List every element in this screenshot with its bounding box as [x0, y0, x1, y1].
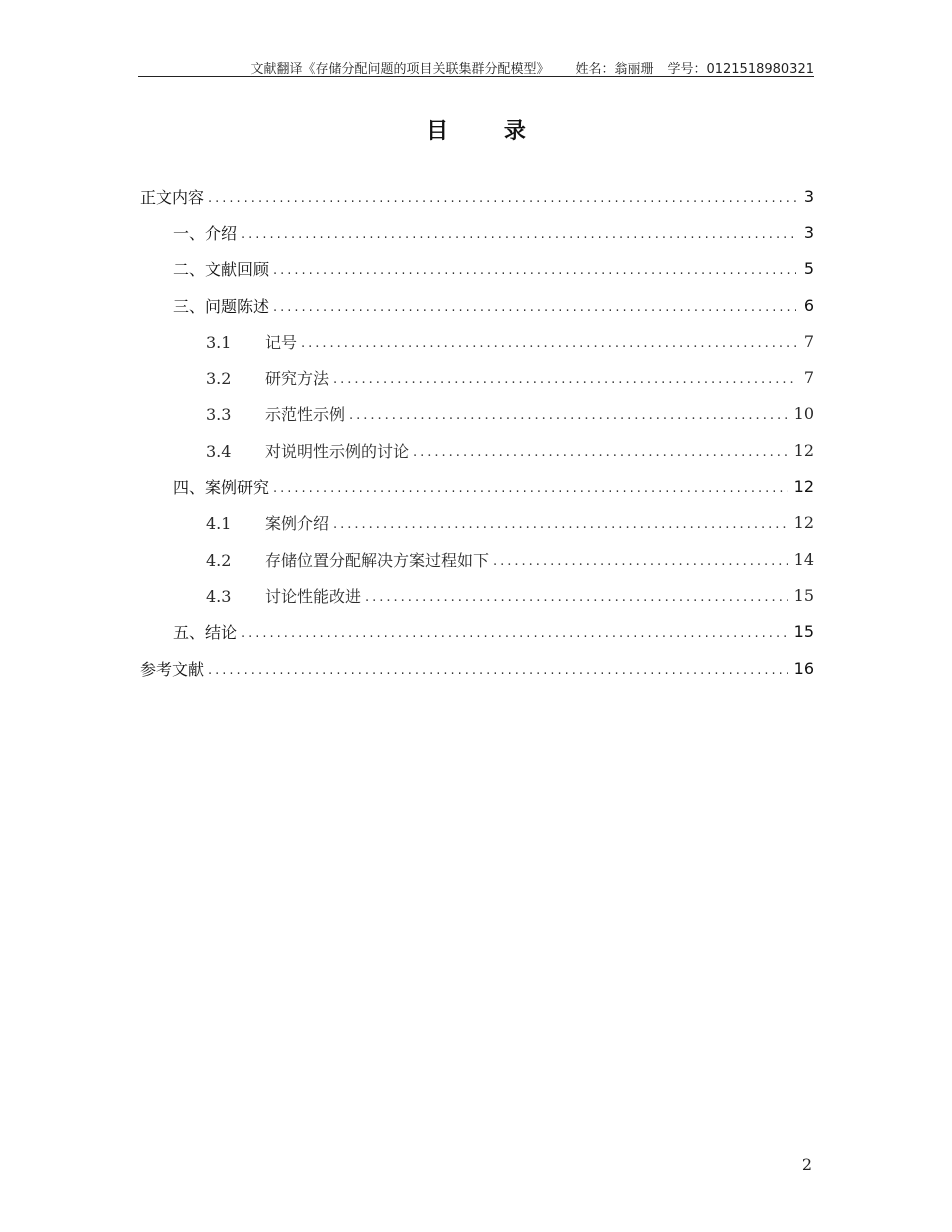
- toc-entry-number: 3.1: [206, 332, 232, 352]
- dot-leader: [273, 300, 796, 315]
- toc-entry[interactable]: [140, 468, 814, 504]
- toc-entry-label: [173, 294, 269, 317]
- dot-leader: [365, 590, 788, 605]
- toc-entry-page: 12: [793, 513, 814, 533]
- toc-entry-label: [206, 584, 361, 607]
- dot-leader: [241, 227, 796, 242]
- toc-entry-label: [206, 402, 345, 425]
- toc-entry[interactable]: [140, 505, 814, 541]
- toc-entry-label: [140, 185, 204, 208]
- toc-entry-label: [206, 330, 297, 353]
- toc-entry-text: 存储位置分配解决方案过程如下: [265, 550, 490, 570]
- dot-leader: [208, 663, 788, 678]
- toc-entry[interactable]: [140, 287, 814, 323]
- toc-entry[interactable]: [140, 614, 814, 650]
- header-rule: [138, 76, 814, 77]
- toc-entry-number: 3.3: [206, 405, 232, 425]
- toc-entry[interactable]: [140, 214, 814, 250]
- toc-entry[interactable]: [140, 359, 814, 395]
- toc-entry[interactable]: [140, 251, 814, 287]
- toc-entry-text: 参考文献: [140, 659, 205, 679]
- toc-entry-number: 4.2: [206, 550, 232, 570]
- toc-entry-text: 案例介绍: [265, 514, 330, 534]
- dot-leader: [413, 445, 788, 460]
- table-of-contents: [140, 178, 814, 686]
- toc-entry[interactable]: [140, 541, 814, 577]
- toc-entry-text: 三、问题陈述: [173, 296, 270, 316]
- dot-leader: [493, 554, 788, 569]
- dot-leader: [301, 336, 796, 351]
- header-doc-title: 文献翻译《存储分配问题的项目关联集群分配模型》: [250, 62, 550, 77]
- toc-entry-page: 3: [803, 222, 814, 242]
- toc-entry-text: 对说明性示例的讨论: [265, 441, 410, 461]
- toc-entry-page: 7: [803, 368, 814, 388]
- toc-entry-page: 14: [793, 549, 814, 569]
- toc-entry-number: 4.3: [206, 586, 232, 606]
- toc-entry[interactable]: [140, 432, 814, 468]
- toc-entry-text: 正文内容: [140, 187, 205, 207]
- toc-entry-label: [206, 366, 329, 389]
- toc-entry-label: [173, 620, 237, 643]
- toc-entry[interactable]: [140, 650, 814, 686]
- dot-leader: [273, 481, 788, 496]
- dot-leader: [273, 263, 796, 278]
- page-title: 目 录: [426, 119, 550, 144]
- toc-entry-label: [173, 475, 269, 498]
- toc-entry-label: [173, 221, 237, 244]
- dot-leader: [349, 408, 788, 423]
- toc-entry-page: 15: [793, 585, 814, 605]
- toc-entry-page: 16: [793, 658, 814, 678]
- toc-entry-label: [206, 439, 409, 462]
- toc-entry-page: 15: [793, 622, 814, 642]
- running-header: [138, 58, 814, 76]
- dot-leader: [333, 372, 796, 387]
- header-student-id: 学号：0121518980321: [667, 62, 814, 77]
- toc-entry-page: 12: [793, 477, 814, 497]
- toc-entry-text: 示范性示例: [265, 405, 346, 425]
- toc-entry-number: 4.1: [206, 514, 232, 534]
- toc-entry-page: 10: [793, 404, 814, 424]
- toc-entry-text: 记号: [265, 332, 298, 352]
- toc-entry-text: 研究方法: [265, 369, 330, 389]
- toc-entry-page: 3: [803, 186, 814, 206]
- page-number: 2: [801, 1155, 812, 1174]
- toc-entry-text: 一、介绍: [173, 223, 238, 243]
- dot-leader: [208, 191, 796, 206]
- toc-entry-label: [173, 257, 269, 280]
- toc-entry[interactable]: [140, 577, 814, 613]
- toc-entry-label: [206, 511, 329, 534]
- toc-entry-number: 3.2: [206, 369, 232, 389]
- toc-entry[interactable]: [140, 178, 814, 214]
- header-name: 姓名：翁丽珊: [575, 62, 654, 77]
- dot-leader: [241, 626, 788, 641]
- toc-entry-text: 五、结论: [173, 623, 238, 643]
- toc-entry-page: 12: [793, 440, 814, 460]
- toc-entry-page: 5: [803, 259, 814, 279]
- toc-entry-text: 四、案例研究: [173, 478, 270, 498]
- toc-entry-label: [140, 657, 204, 680]
- dot-leader: [333, 517, 788, 532]
- toc-entry-text: 二、文献回顾: [173, 260, 270, 280]
- toc-entry-number: 3.4: [206, 441, 232, 461]
- toc-entry-text: 讨论性能改进: [265, 586, 362, 606]
- toc-entry-page: 7: [803, 331, 814, 351]
- toc-entry[interactable]: [140, 396, 814, 432]
- toc-entry-label: [206, 548, 489, 571]
- toc-entry-page: 6: [803, 295, 814, 315]
- toc-entry[interactable]: [140, 323, 814, 359]
